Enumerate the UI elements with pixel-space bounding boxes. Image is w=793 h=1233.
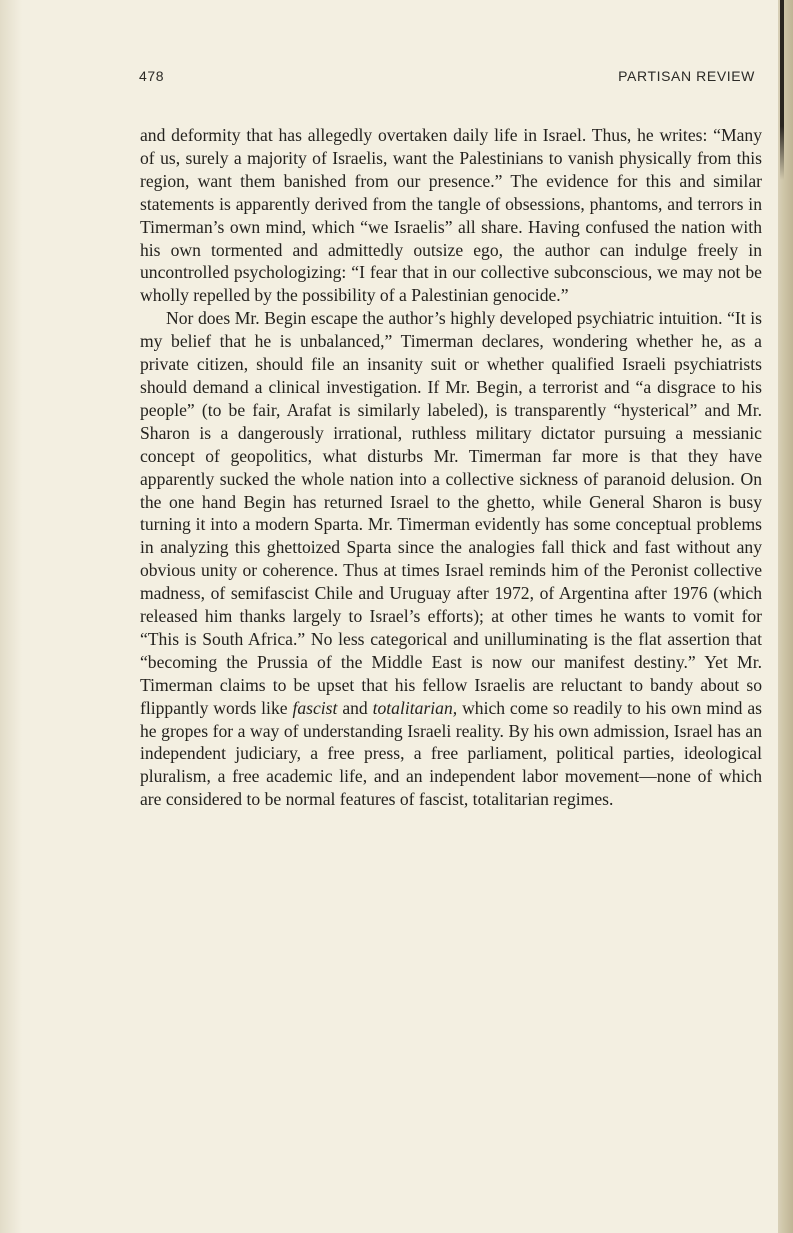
page-edge (778, 0, 793, 1233)
page-number: 478 (139, 68, 165, 84)
paragraph-2-text-b: and (342, 697, 368, 718)
paragraph-2-text-a: Nor does Mr. Begin escape the author’s highly developed psychiatric intuition. “It is my belief that he is unbalanced,” Timerman declares, wondering whether he, as a private citizen, should file an insanity suit or whether qualified Israeli psychiatrists should demand a clinical investigation. If Mr. Begin, a terrorist and “a disgrace to his people” (to be fair, Arafat is similarly labeled), is transparently “hysterical” and Mr. Sharon is a dangerously irrational, ruthless military dictator pursuing a messianic concept of geopolitics, what disturbs Mr. Timerman far more is that they have apparently sucked the whole nation into a collective sickness of paranoid delusion. On the one hand Begin has returned Israel to the ghetto, while General Sharon is busy turning it into a modern Sparta. Mr. Timerman evidently has some conceptual problems in analyzing this ghettoized Sparta since the analogies fall thick and fast without any obvious unity or coherence. Thus at times Israel reminds him of the Peronist collective madness, of semifascist Chile and Uruguay after 1972, of Argentina after 1976 (which released him thanks largely to Israel’s efforts); at other times he wants to vomit for “This is South Africa.” No less categorical and unilluminating is the flat assertion that “becoming the Prussia of the Middle East is now our manifest destiny.” Yet Mr. Timerman claims to be upset that his fellow Israelis are reluctant to bandy about so flippantly words like (140, 308, 762, 718)
italic-term-totalitarian: totalitarian, (372, 697, 458, 718)
journal-name: PARTISAN REVIEW (618, 68, 755, 84)
paragraph-2 (140, 307, 762, 811)
binding-shadow (0, 0, 22, 1233)
paragraph-2-text-c: which come so readily to his own mind as he gropes for a way of understanding Israeli reality. By his own admission, Israel has an independent judiciary, a free press, a free parliament, political parties, ideological pluralism, a free academic life, and an independent labor movement—none of which are considered to be normal features of fascist, totalitarian regimes. (140, 697, 763, 810)
running-header (139, 68, 755, 88)
paragraph-1: and deformity that has allegedly overtaken daily life in Israel. Thus, he writes: “Many of us, surely a majority of Israelis, want the Palestinians to vanish physically from this region, want them banished from our presence.” The evidence for this and similar statements is apparently derived from the tangle of obsessions, phantoms, and terrors in Timerman’s own mind, which “we Israelis” all share. Having confused the nation with his own tormented and admittedly outsize ego, the author can indulge freely in uncontrolled psychologizing: “I fear that in our collective subconscious, we may not be wholly repelled by the possibility of a Palestinian genocide.” (140, 125, 762, 306)
italic-term-fascist: fascist (292, 697, 338, 718)
page-edge-shadow (780, 0, 784, 180)
article-body (140, 124, 762, 811)
